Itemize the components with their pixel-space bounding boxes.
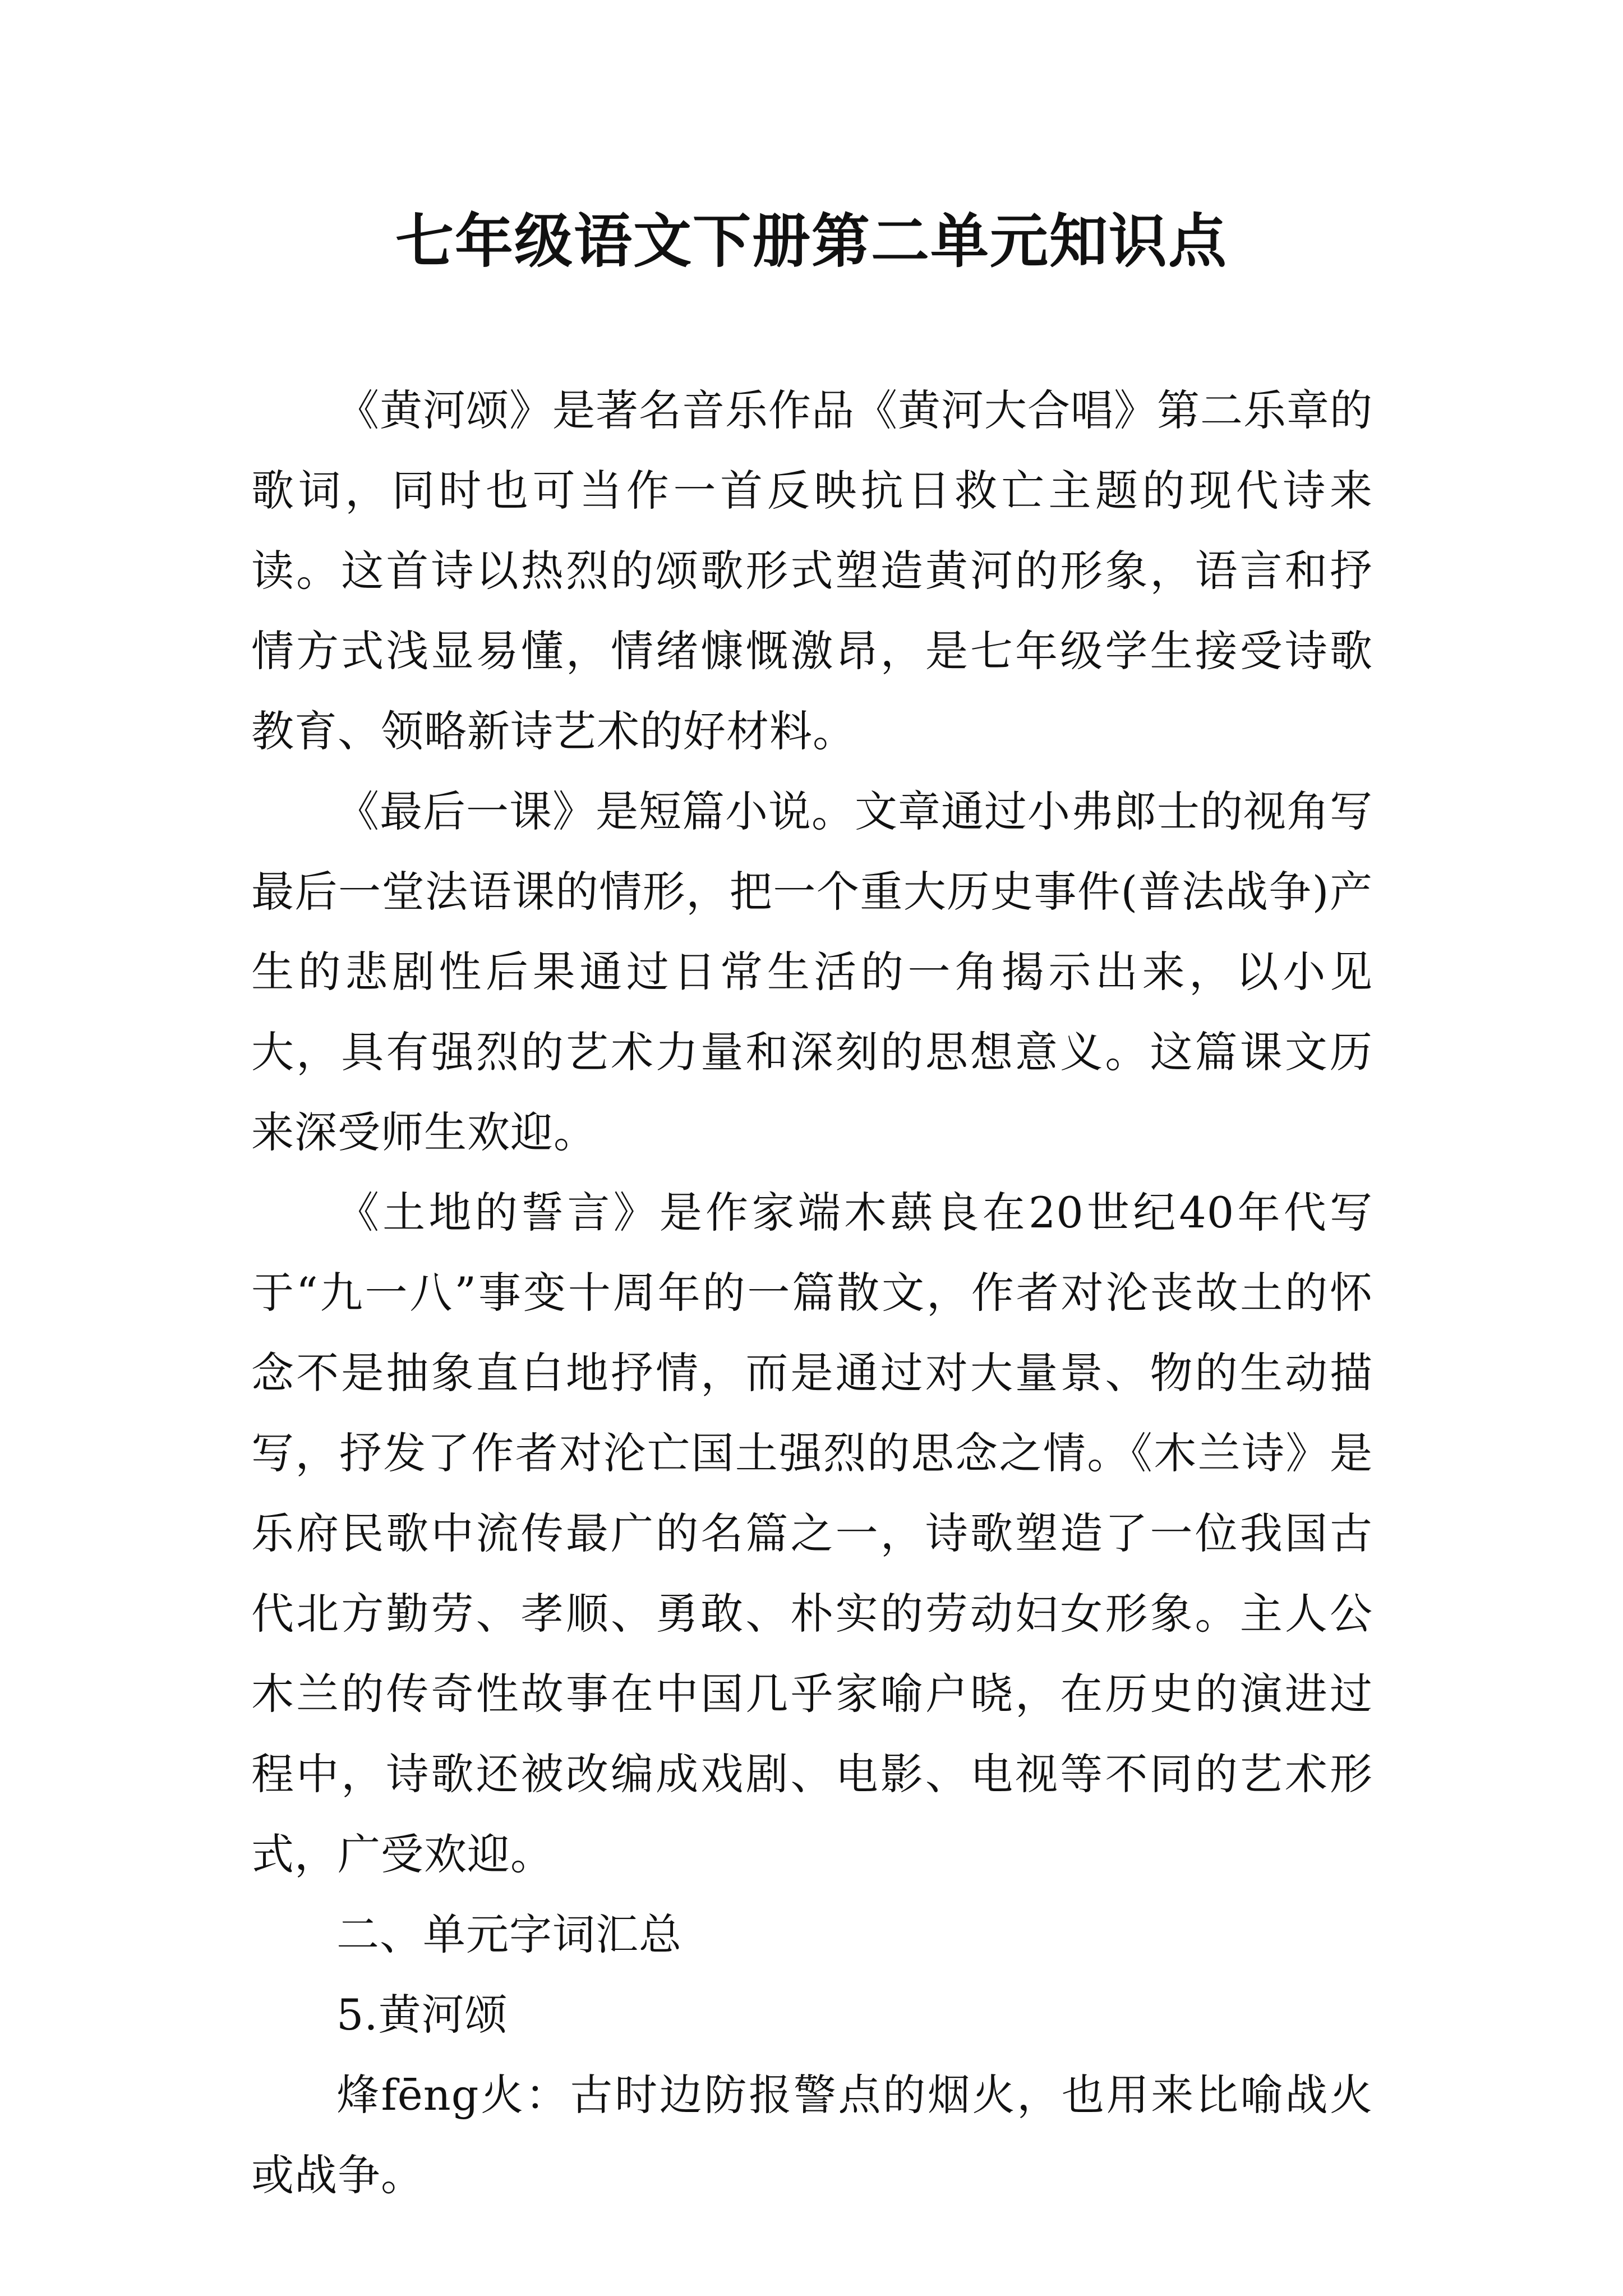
paragraph-tudi-shiyan: 《土地的誓言》是作家端木蕻良在20世纪40年代写于“九一八”事变十周年的一篇散文，作者对沦丧故土的怀念不是抽象直白地抒情，而是通过对大量景、物的生动描写，抒发了作者对沦亡国土强烈的思念之情。《木兰诗》是乐府民歌中流传最广的名篇之一，诗歌塑造了一位我国古代北方勤劳、孝顺、勇敢、朴实的劳动妇女形象。主人公木兰的传奇性故事在中国几乎家喻户晓，在历史的演进过程中，诗歌还被改编成戏剧、电影、电视等不同的艺术形式，广受欢迎。 bbox=[251, 1188, 1373, 1879]
paragraph-zuihou-yike: 《最后一课》是短篇小说。文章通过小弗郎士的视角写最后一堂法语课的情形，把一个重大历史事件(普法战争)产生的悲剧性后果通过日常生活的一角揭示出来，以小见大，具有强烈的艺术力量和深刻的思想意义。这篇课文历来深受师生欢迎。 bbox=[251, 786, 1373, 1157]
paragraph-huanghe-song: 《黄河颂》是著名音乐作品《黄河大合唱》第二乐章的歌词，同时也可当作一首反映抗日救亡主题的现代诗来读。这首诗以热烈的颂歌形式塑造黄河的形象，语言和抒情方式浅显易懂，情绪慷慨激昂，是七年级学生接受诗歌教育、领略新诗艺术的好材料。 bbox=[251, 385, 1373, 756]
page-title: 七年级语文下册第二单元知识点 bbox=[395, 206, 1228, 275]
document-body bbox=[251, 370, 1373, 2215]
vocabulary-entry: 烽fēng火：古时边防报警点的烟火，也用来比喻战火或战争。 bbox=[251, 2070, 1373, 2200]
lesson-heading: 5.黄河颂 bbox=[336, 1990, 508, 2040]
section-heading: 二、单元字词汇总 bbox=[336, 1910, 682, 1959]
